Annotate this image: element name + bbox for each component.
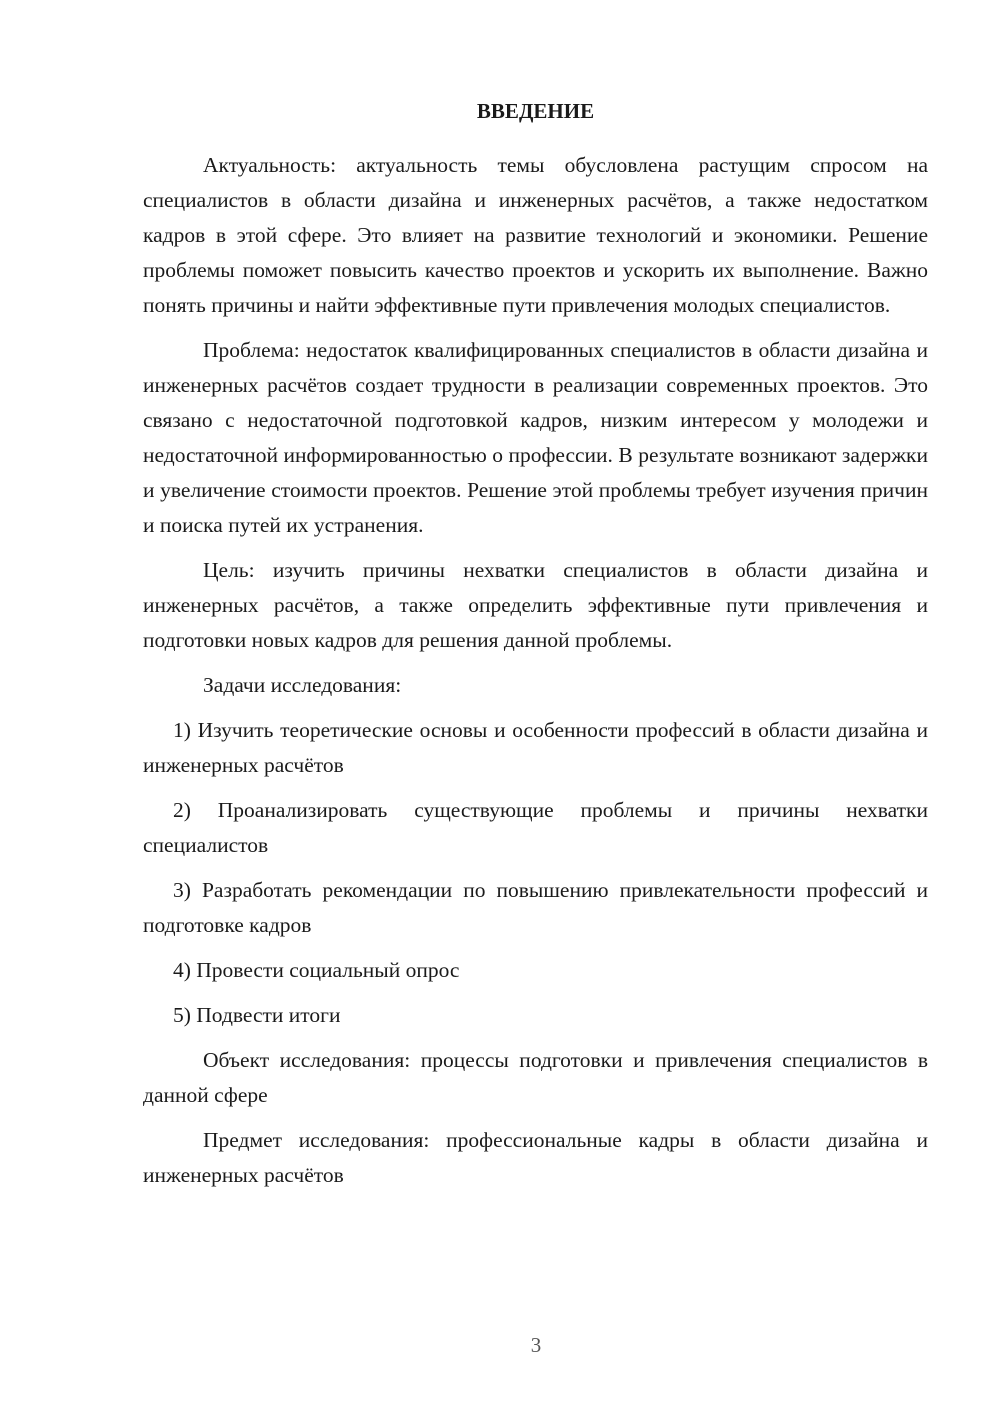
paragraph-relevance: Актуальность: актуальность темы обусловлена растущим спросом на специалистов в области дизайна и инженерных расчётов, а также недостатком кадров в этой сфере. Это влияет на развитие технологий и экономики. Решение проблемы поможет повысить качество проектов и ускорить их выполнение. Важно понять причины и найти эффективные пути привлечения молодых специалистов. <box>143 153 928 317</box>
page-number: 3 <box>530 1333 542 1357</box>
paragraph-object: Объект исследования: процессы подготовки и привлечения специалистов в данной сфере <box>143 1048 928 1107</box>
page-content <box>143 96 928 1203</box>
task-item-1: 1) Изучить теоретические основы и особенности профессий в области дизайна и инженерных расчётов <box>143 718 928 777</box>
paragraph-problem: Проблема: недостаток квалифицированных специалистов в области дизайна и инженерных расчётов создает трудности в реализации современных проектов. Это связано с недостаточной подготовкой кадров, низким интересом у молодежи и недостаточной информированностью о профессии. В результате возникают задержки и увеличение стоимости проектов. Решение этой проблемы требует изучения причин и поиска путей их устранения. <box>143 338 928 537</box>
task-item-4: 4) Провести социальный опрос <box>173 958 460 982</box>
paragraph-goal: Цель: изучить причины нехватки специалистов в области дизайна и инженерных расчётов, а также определить эффективные пути привлечения и подготовки новых кадров для решения данной проблемы. <box>143 558 928 652</box>
task-item-2: 2) Проанализировать существующие проблемы и причины нехватки специалистов <box>143 798 928 857</box>
paragraph-subject: Предмет исследования: профессиональные кадры в области дизайна и инженерных расчётов <box>143 1128 928 1187</box>
tasks-heading: Задачи исследования: <box>203 673 402 697</box>
task-item-5: 5) Подвести итоги <box>173 1003 341 1027</box>
page-title: ВВЕДЕНИЕ <box>476 99 595 123</box>
task-item-3: 3) Разработать рекомендации по повышению привлекательности профессий и подготовке кадров <box>143 878 928 937</box>
